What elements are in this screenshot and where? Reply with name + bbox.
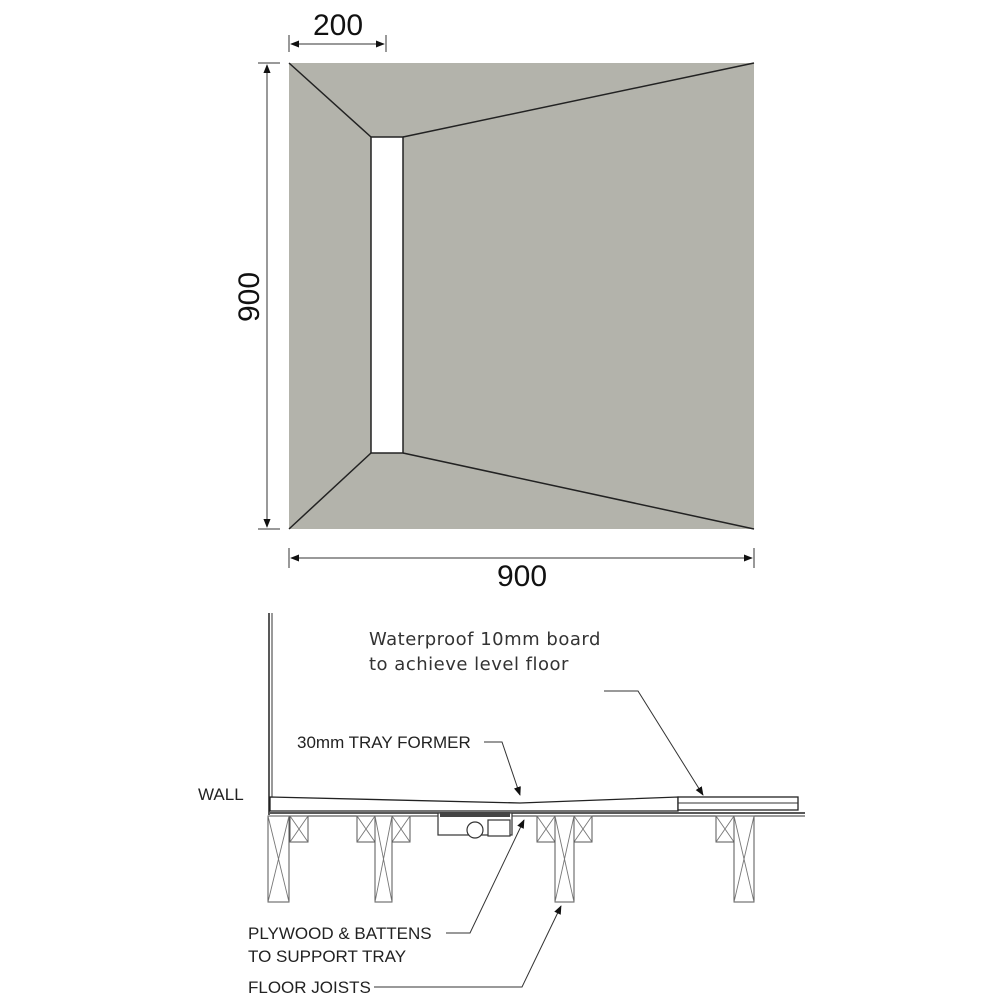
dimension-label-top: 200 (312, 9, 364, 42)
leader-plywood (446, 820, 524, 933)
label-waterproof-line2: to achieve level floor (369, 654, 569, 675)
leader-waterproof (604, 691, 703, 795)
dimension-label-height: 900 (233, 271, 266, 323)
linear-drain (371, 137, 403, 453)
plan-view (233, 9, 754, 593)
tray-former (270, 797, 678, 811)
label-tray-former: 30mm TRAY FORMER (297, 733, 471, 752)
leader-tray-former (484, 742, 520, 795)
label-wall: WALL (198, 785, 244, 804)
tray-surface (289, 63, 754, 529)
section-view (198, 613, 805, 997)
label-waterproof-line1: Waterproof 10mm board (369, 629, 601, 650)
label-floor-joists: FLOOR JOISTS (248, 978, 371, 997)
label-plywood-line2: TO SUPPORT TRAY (248, 947, 407, 966)
drain-unit (438, 812, 512, 838)
label-plywood-line1: PLYWOOD & BATTENS (248, 924, 432, 943)
dimension-label-bottom: 900 (496, 560, 548, 593)
